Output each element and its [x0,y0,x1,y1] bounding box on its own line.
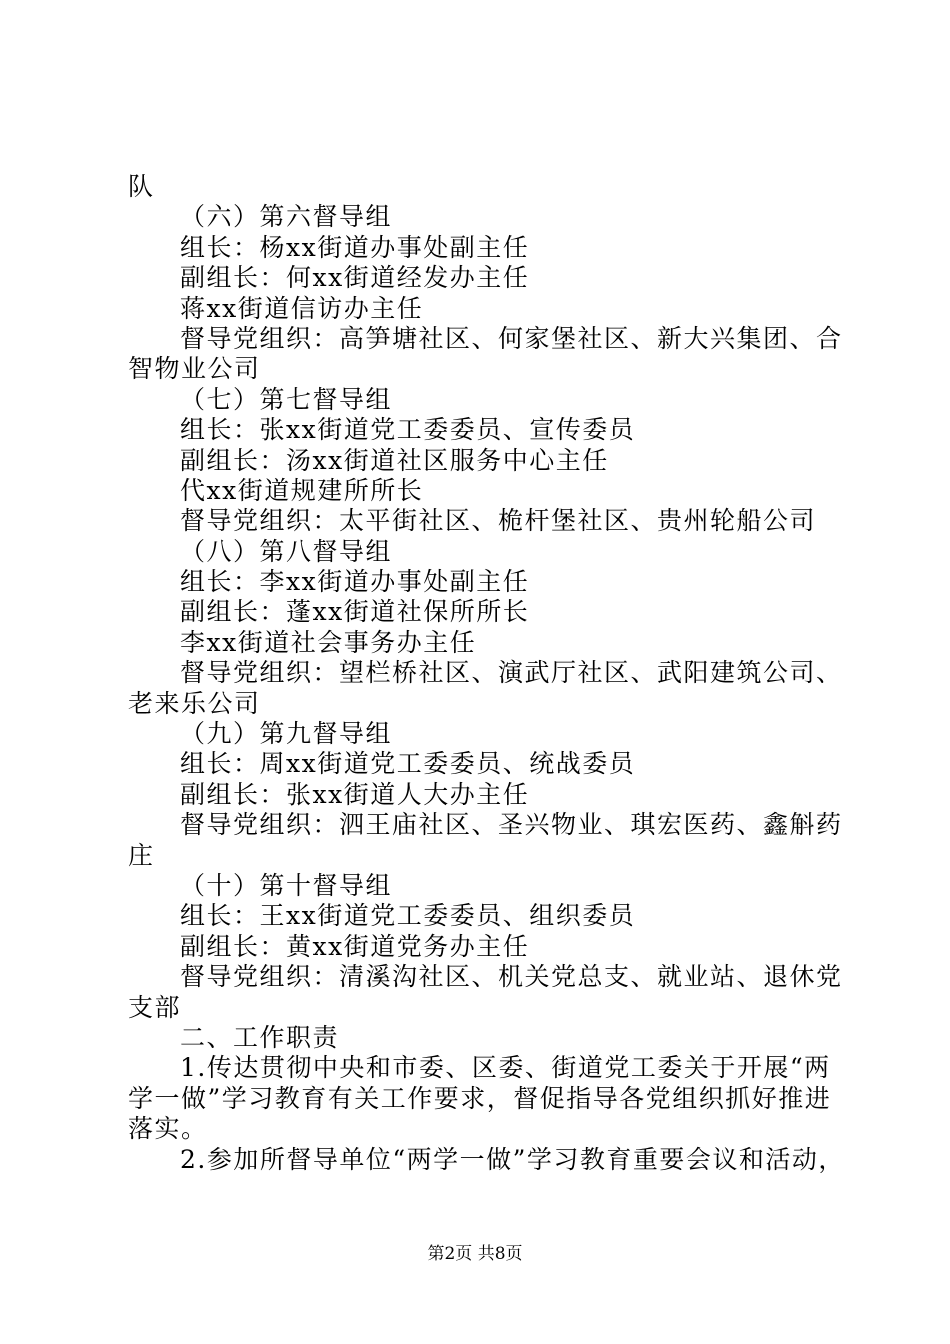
text-line: 学一做”学习教育有关工作要求，督促指导各党组织抓好推进 [128,1083,832,1113]
text-line: 庄 [128,840,155,870]
text-line: 队 [128,172,155,201]
text-line: 支部 [128,992,182,1022]
text-line: 组长：王xx街道党工委委员、组织委员 [180,901,636,931]
text-line: 督导党组织：泗王庙社区、圣兴物业、琪宏医药、鑫斛药 [180,810,843,840]
text-line: 督导党组织：高笋塘社区、何家堡社区、新大兴集团、合 [180,323,843,353]
text-line: 组长：李xx街道办事处副主任 [180,567,530,597]
text-line: 组长：杨xx街道办事处副主任 [180,232,530,262]
text-line: 督导党组织：太平街社区、桅杆堡社区、贵州轮船公司 [180,506,817,536]
text-line: 督导党组织：望栏桥社区、演武厅社区、武阳建筑公司、 [180,658,843,688]
text-line: 蒋xx街道信访办主任 [180,293,424,323]
text-line: 老来乐公司 [128,688,261,718]
text-line: （七）第七督导组 [180,384,393,414]
text-line: 2.参加所督导单位“两学一做”学习教育重要会议和活动， [180,1144,845,1174]
text-line: 组长：张xx街道党工委委员、宣传委员 [180,415,636,445]
text-line: 智物业公司 [128,354,261,384]
text-line: 副组长：黄xx街道党务办主任 [180,931,530,961]
text-line: 二、工作职责 [180,1022,340,1052]
text-line: （六）第六督导组 [180,202,393,232]
text-line: 副组长：蓬xx街道社保所所长 [180,597,530,627]
text-line: 代xx街道规建所所长 [180,475,424,505]
text-line: 1.传达贯彻中央和市委、区委、街道党工委关于开展“两 [180,1053,831,1083]
page-footer: 第2页 共8页 [427,1244,523,1264]
text-line: 组长：周xx街道党工委委员、统战委员 [180,749,636,779]
text-line: （八）第八督导组 [180,536,393,566]
text-line: 副组长：汤xx街道社区服务中心主任 [180,445,609,475]
text-line: 副组长：张xx街道人大办主任 [180,779,530,809]
text-line: 李xx街道社会事务办主任 [180,627,477,657]
text-line: （九）第九督导组 [180,719,393,749]
text-line: 落实。 [128,1114,208,1144]
text-line: 副组长：何xx街道经发办主任 [180,263,530,293]
document-body [128,172,848,1175]
text-line: （十）第十督导组 [180,870,393,900]
text-line: 督导党组织：清溪沟社区、机关党总支、就业站、退休党 [180,962,843,992]
